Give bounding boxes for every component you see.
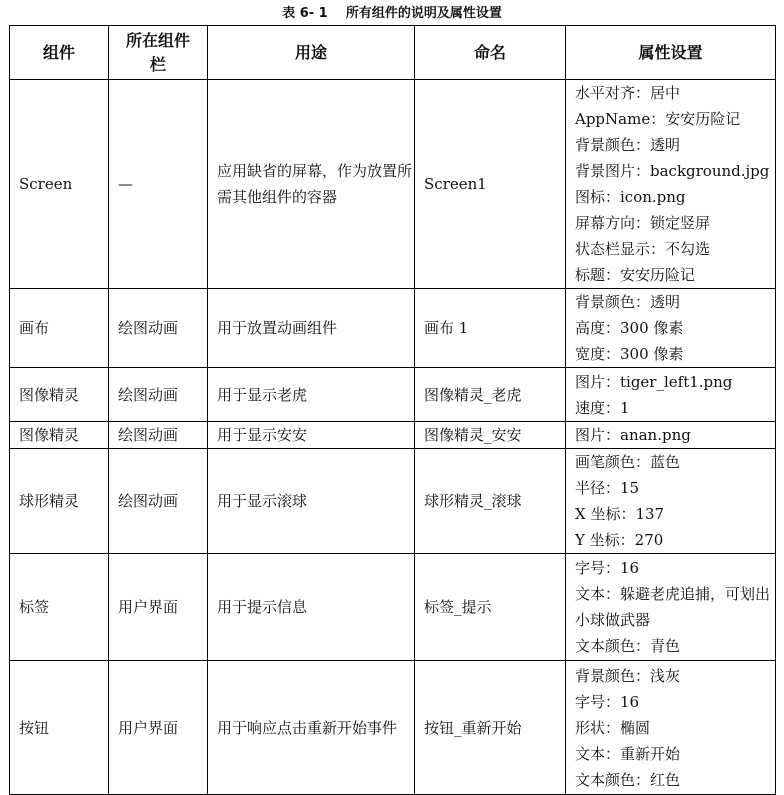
table-row xyxy=(10,368,776,422)
cell-component: 标签 xyxy=(10,554,109,661)
cell-name: 画布 1 xyxy=(415,289,566,368)
cell-properties xyxy=(566,289,776,368)
cell-purpose: 用于显示滚球 xyxy=(208,449,415,554)
cell-name: 按钮_重新开始 xyxy=(415,661,566,795)
cell-name: Screen1 xyxy=(415,80,566,289)
property-line: 图片：tiger_left1.png xyxy=(575,372,733,391)
property-line: 图标：icon.png xyxy=(575,188,686,206)
cell-name: 图像精灵_老虎 xyxy=(415,368,566,422)
cell-component: 图像精灵 xyxy=(10,422,109,449)
table-row xyxy=(10,661,776,795)
cell-properties xyxy=(566,80,776,289)
property-line: 宽度：300 像素 xyxy=(575,345,684,363)
property-line: 高度：300 像素 xyxy=(575,319,684,337)
property-line: 半径：15 xyxy=(575,479,640,497)
cell-purpose: 用于响应点击重新开始事件 xyxy=(208,661,415,795)
property-line: 文本：躲避老虎追捕，可划出小球做武器 xyxy=(575,585,771,629)
cell-properties xyxy=(566,554,776,661)
property-line: 背景颜色：浅灰 xyxy=(575,666,681,685)
property-line: X 坐标：137 xyxy=(575,505,665,523)
property-line: 字号：16 xyxy=(575,559,640,577)
table-row xyxy=(10,422,776,449)
property-line: 背景颜色：透明 xyxy=(575,136,681,154)
header-name: 命名 xyxy=(415,26,566,80)
cell-name: 标签_提示 xyxy=(415,554,566,661)
cell-component: Screen xyxy=(10,80,109,289)
cell-properties xyxy=(566,661,776,795)
cell-component: 按钮 xyxy=(10,661,109,795)
cell-component: 图像精灵 xyxy=(10,368,109,422)
property-line: 文本：重新开始 xyxy=(575,744,681,763)
header-palette: 所在组件栏 xyxy=(109,26,208,80)
property-line: AppName：安安历险记 xyxy=(575,110,741,128)
table-row xyxy=(10,449,776,554)
cell-palette: 用户界面 xyxy=(109,554,208,661)
property-line: 速度：1 xyxy=(575,398,630,417)
table-row xyxy=(10,554,776,661)
property-line: 图片：anan.png xyxy=(575,426,691,444)
header-component: 组件 xyxy=(10,26,109,80)
cell-purpose: 用于放置动画组件 xyxy=(208,289,415,368)
property-line: 背景图片：background.jpg xyxy=(575,162,770,180)
property-line: Y 坐标：270 xyxy=(575,531,664,549)
property-line: 画笔颜色：蓝色 xyxy=(575,453,681,471)
property-line: 水平对齐：居中 xyxy=(575,84,681,102)
cell-palette: 绘图动画 xyxy=(109,449,208,554)
property-line: 文本颜色：青色 xyxy=(575,637,681,655)
component-properties-table xyxy=(9,25,776,795)
cell-properties xyxy=(566,422,776,449)
cell-properties xyxy=(566,368,776,422)
header-purpose: 用途 xyxy=(208,26,415,80)
header-row xyxy=(10,26,776,80)
cell-component: 画布 xyxy=(10,289,109,368)
cell-palette: 绘图动画 xyxy=(109,422,208,449)
cell-palette: 用户界面 xyxy=(109,661,208,795)
table-caption: 表 6- 1 所有组件的说明及属性设置 xyxy=(282,6,502,21)
header-properties: 属性设置 xyxy=(566,26,776,80)
property-line: 屏幕方向：锁定竖屏 xyxy=(575,214,711,232)
table-row xyxy=(10,289,776,368)
cell-name: 图像精灵_安安 xyxy=(415,422,566,449)
cell-palette: — xyxy=(109,80,208,289)
property-line: 文本颜色：红色 xyxy=(575,770,681,789)
cell-properties xyxy=(566,449,776,554)
property-line: 背景颜色：透明 xyxy=(575,293,681,311)
cell-name: 球形精灵_滚球 xyxy=(415,449,566,554)
property-line: 标题：安安历险记 xyxy=(575,266,696,284)
cell-purpose: 用于提示信息 xyxy=(208,554,415,661)
table-row xyxy=(10,80,776,289)
property-line: 形状：椭圆 xyxy=(575,718,651,737)
cell-purpose: 应用缺省的屏幕，作为放置所需其他组件的容器 xyxy=(208,80,415,289)
cell-palette: 绘图动画 xyxy=(109,368,208,422)
cell-palette: 绘图动画 xyxy=(109,289,208,368)
property-line: 字号：16 xyxy=(575,692,640,711)
cell-purpose: 用于显示老虎 xyxy=(208,368,415,422)
cell-purpose: 用于显示安安 xyxy=(208,422,415,449)
property-line: 状态栏显示：不勾选 xyxy=(575,240,711,258)
cell-component: 球形精灵 xyxy=(10,449,109,554)
